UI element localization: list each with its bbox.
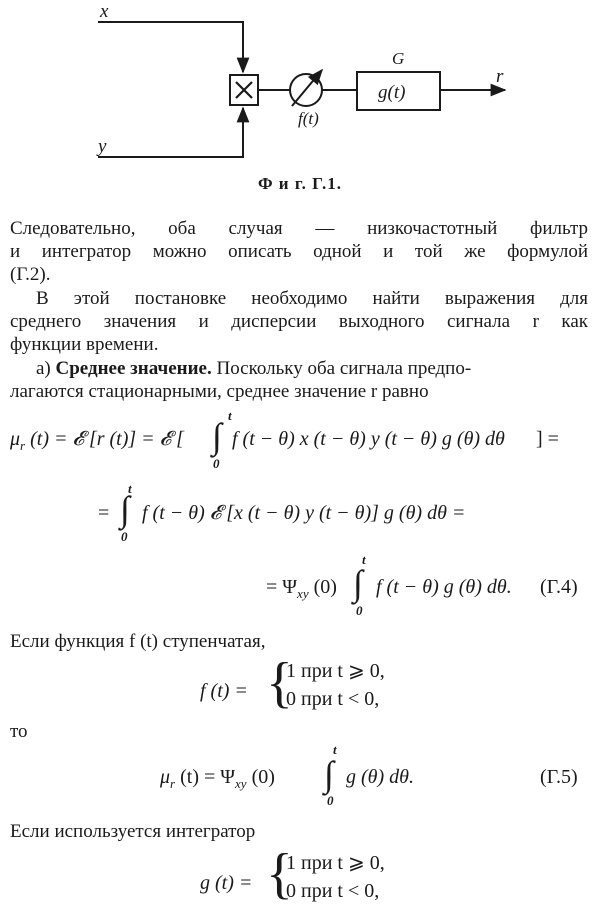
- p3-prefix: а): [36, 358, 56, 379]
- equation-1: [10, 428, 184, 454]
- eq5-sub2: xy: [235, 776, 247, 791]
- paragraph-2-line-3: функции времени.: [10, 334, 159, 355]
- eq5-sub: r: [170, 776, 176, 791]
- eq3-sub: xy: [297, 586, 309, 601]
- p3-rest: Поскольку оба сигнала предпо-: [211, 358, 472, 379]
- g-def-lhs: g (t) =: [200, 872, 253, 894]
- eq2-lower-limit: 0: [121, 529, 128, 544]
- eq1-mu: μ: [10, 428, 21, 450]
- eq5-mu: μ: [160, 766, 171, 788]
- eq2-a: =: [98, 502, 110, 524]
- paragraph-1-line-1: Следовательно, оба случая — низкочастотный фильтр: [10, 218, 588, 239]
- equation-number-g4: (Г.4): [540, 576, 578, 598]
- equation-number-g5: (Г.5): [540, 766, 578, 788]
- eq2-upper-limit: t: [128, 481, 132, 496]
- f-case-1: 1 при t ⩾ 0,: [286, 660, 385, 682]
- eq3-integral-sign: ∫: [353, 563, 363, 603]
- eq5-b: (t) = Ψ: [175, 766, 236, 788]
- eq1-lower-limit: 0: [213, 456, 220, 471]
- block-diagram: [0, 0, 600, 175]
- y-input-line: [98, 108, 243, 157]
- g-case-2: 0 при t < 0,: [286, 880, 380, 902]
- paragraph-6: Если используется интегратор: [10, 821, 256, 842]
- y-label: y: [98, 136, 107, 157]
- paragraph-1-line-2: и интегратор можно описать одной и той же формулой: [10, 241, 588, 262]
- paragraph-3-line-2: лагаются стационарными, среднее значение r равно: [10, 381, 429, 402]
- r-label: r: [496, 66, 504, 87]
- eq3-upper-limit: t: [362, 552, 366, 567]
- g-def-brace: {: [266, 843, 293, 905]
- g-case-1: 1 при t ⩾ 0,: [286, 852, 385, 874]
- f-def-lhs: f (t) =: [200, 680, 248, 702]
- eq3-body: f (t − θ) g (θ) dθ.: [376, 576, 512, 598]
- eq5-body: g (θ) dθ.: [346, 766, 414, 788]
- equation-5-prefix: [160, 766, 275, 792]
- eq3-b: (0): [308, 576, 337, 598]
- section-heading-mean: Среднее значение.: [55, 358, 212, 379]
- eq3-a: = Ψ: [266, 576, 298, 598]
- figure-caption: Ф и г. Г.1.: [257, 174, 343, 193]
- eq5-lower-limit: 0: [327, 793, 334, 808]
- paragraph-2-line-1: В этой постановке необходимо найти выражения для: [36, 288, 588, 309]
- eq1-a: (t) = 𝓔 [r (t)] = 𝓔 [: [25, 428, 184, 450]
- eq2-body: f (t − θ) 𝓔 [x (t − θ) y (t − θ)] g (θ) dθ =: [142, 502, 466, 524]
- eq3-lower-limit: 0: [356, 603, 363, 618]
- f-label: f(t): [298, 109, 319, 128]
- G-label: G: [392, 49, 405, 68]
- f-case-2: 0 при t < 0,: [286, 688, 380, 710]
- paragraph-2-line-2: среднего значения и дисперсии выходного сигнала r как: [10, 311, 588, 332]
- paragraph-3-line-1: [10, 357, 588, 380]
- equation-3-prefix: [266, 576, 337, 602]
- f-def-brace: {: [266, 652, 293, 714]
- eq5-upper-limit: t: [333, 742, 337, 757]
- paragraph-1-line-3: (Г.2).: [10, 264, 51, 285]
- eq5-integral-sign: ∫: [324, 754, 334, 794]
- eq1-integral-sign: ∫: [212, 416, 222, 456]
- eq1-body: f (t − θ) x (t − θ) y (t − θ) g (θ) dθ: [232, 428, 505, 450]
- x-input-line: [98, 22, 243, 72]
- paragraph-5: то: [10, 721, 28, 742]
- eq1-sub: r: [20, 438, 26, 453]
- eq2-integral-sign: ∫: [120, 489, 130, 529]
- eq1-end: ] =: [536, 428, 559, 450]
- eq5-c: (0): [246, 766, 275, 788]
- x-label: x: [100, 1, 109, 22]
- paragraph-4: Если функция f (t) ступенчатая,: [10, 631, 266, 652]
- g-label: g(t): [378, 82, 406, 103]
- eq1-upper-limit: t: [228, 408, 232, 423]
